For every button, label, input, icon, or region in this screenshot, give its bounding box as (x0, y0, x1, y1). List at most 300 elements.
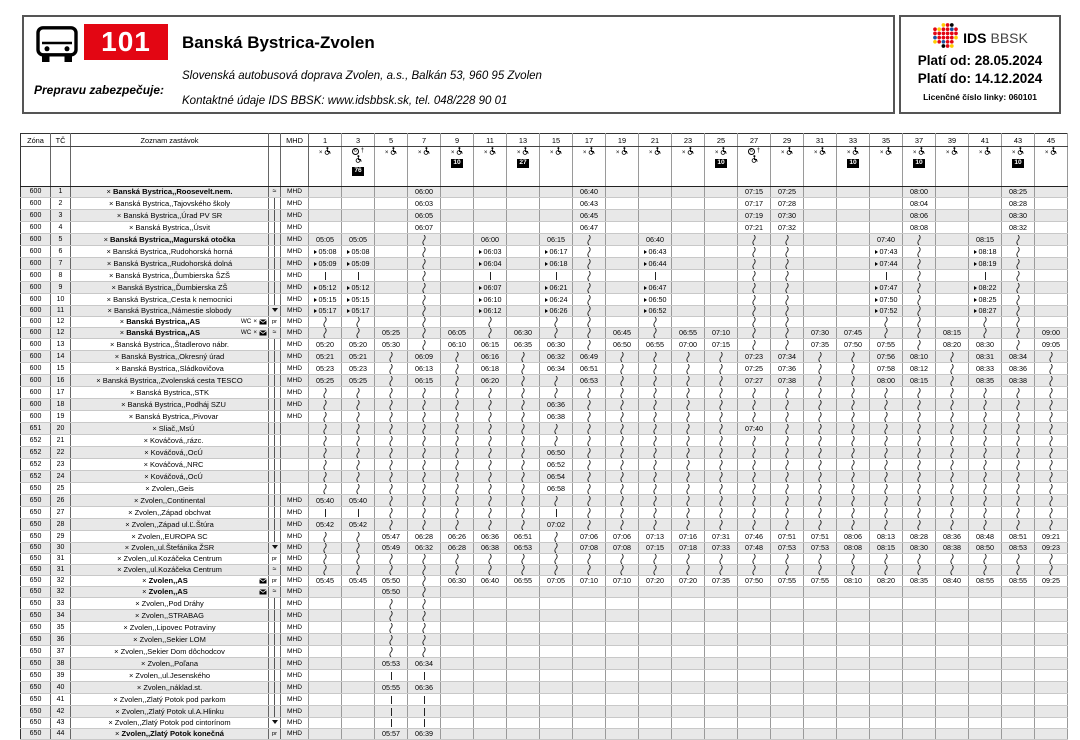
time-cell (936, 447, 969, 459)
stop-name-cell: × Banská Bystrica,,Tajovského školy (71, 198, 269, 210)
wavy-bypass-icon (783, 508, 791, 518)
time-cell (375, 447, 408, 459)
wavy-bypass-icon (915, 460, 923, 470)
time-cell (1035, 317, 1068, 328)
time-cell (639, 423, 672, 435)
trip-note-badge: 27 (519, 159, 527, 166)
time-cell (408, 459, 441, 471)
wavy-bypass-icon (882, 424, 890, 434)
mhd-cell: MHD (281, 387, 309, 399)
wavy-bypass-icon (1047, 554, 1055, 564)
page-title: Banská Bystrica-Zvolen (182, 33, 375, 52)
time-cell (474, 658, 507, 670)
time-cell: 07:50 (738, 576, 771, 587)
wavy-bypass-icon (915, 259, 923, 269)
time-cell (606, 375, 639, 387)
time-cell (1035, 351, 1068, 363)
time-cell (441, 483, 474, 495)
time-cell (936, 399, 969, 411)
tc-cell: 26 (51, 495, 71, 507)
time-cell: 08:25 (1002, 187, 1035, 198)
zone-cell: 600 (21, 222, 51, 234)
time-cell (738, 471, 771, 483)
wavy-bypass-icon (849, 412, 857, 422)
time-cell (903, 670, 936, 682)
time-cell (474, 682, 507, 694)
tc-cell: 1 (51, 187, 71, 198)
time-cell: 07:00 (672, 339, 705, 351)
time-cell (408, 471, 441, 483)
time-cell: 08:15 (903, 375, 936, 387)
stop-name-cell: × Zvolen,,Pod Dráhy (71, 598, 269, 610)
col-header-stops: Zoznam zastávok (71, 134, 269, 147)
wavy-bypass-icon (684, 460, 692, 470)
time-cell (540, 543, 573, 554)
wavy-bypass-icon (1047, 520, 1055, 530)
time-cell: 07:10 (705, 328, 738, 339)
time-cell (573, 423, 606, 435)
wheelchair-icon (489, 147, 496, 155)
wavy-bypass-icon (915, 271, 923, 281)
time-cell (1035, 634, 1068, 646)
stop-row (21, 222, 1068, 234)
time-cell: 06:52 (639, 306, 672, 317)
mhd-cell: MHD (281, 634, 309, 646)
wavy-bypass-icon (948, 352, 956, 362)
zone-cell: 600 (21, 270, 51, 282)
wavy-bypass-icon (651, 352, 659, 362)
wavy-bypass-icon (354, 400, 362, 410)
stop-row (21, 646, 1068, 658)
wavy-bypass-icon (486, 448, 494, 458)
zone-cell: 650 (21, 495, 51, 507)
trip-number: 35 (870, 134, 903, 147)
time-cell (804, 294, 837, 306)
wavy-bypass-icon (1047, 400, 1055, 410)
wavy-bypass-icon (354, 554, 362, 564)
wavy-bypass-icon (420, 565, 428, 575)
time-cell (771, 447, 804, 459)
time-cell (1002, 306, 1035, 317)
wavy-bypass-icon (816, 448, 824, 458)
request-stop-icon (974, 262, 977, 266)
time-cell (705, 317, 738, 328)
time-cell (507, 375, 540, 387)
trip-number: 3 (342, 134, 375, 147)
wavy-bypass-icon (651, 496, 659, 506)
wavy-bypass-icon (486, 484, 494, 494)
time-cell: 06:45 (573, 210, 606, 222)
time-cell (606, 363, 639, 375)
time-cell (1035, 483, 1068, 495)
time-cell (903, 718, 936, 729)
tc-cell: 25 (51, 483, 71, 495)
wavy-bypass-icon (420, 235, 428, 245)
wavy-bypass-icon (816, 484, 824, 494)
operator-line1: Slovenská autobusová doprava Zvolen, a.s., Balkán 53, 960 95 Zvolen (182, 70, 542, 82)
zone-cell: 650 (21, 694, 51, 706)
time-cell (474, 411, 507, 423)
wavy-bypass-icon (618, 460, 626, 470)
time-cell: 08:30 (903, 543, 936, 554)
time-cell (375, 282, 408, 294)
time-cell (309, 222, 342, 234)
time-cell (738, 294, 771, 306)
time-cell (1002, 317, 1035, 328)
wavy-bypass-icon (717, 436, 725, 446)
time-cell: 07:51 (771, 531, 804, 543)
time-cell: 07:52 (870, 306, 903, 317)
wavy-bypass-icon (981, 496, 989, 506)
time-cell (771, 459, 804, 471)
zone-cell: 650 (21, 565, 51, 576)
time-cell (639, 447, 672, 459)
time-cell (639, 222, 672, 234)
time-cell (738, 598, 771, 610)
route-mark-cell (269, 729, 281, 740)
time-cell (639, 495, 672, 507)
time-cell (804, 411, 837, 423)
time-cell (441, 435, 474, 447)
time-cell (375, 694, 408, 706)
time-cell (573, 694, 606, 706)
time-cell (771, 282, 804, 294)
time-cell (639, 565, 672, 576)
tc-cell: 21 (51, 435, 71, 447)
wavy-bypass-icon (981, 484, 989, 494)
route-mark-cell (269, 634, 281, 646)
time-cell (738, 507, 771, 519)
envelope-icon (259, 578, 267, 584)
time-cell (639, 375, 672, 387)
time-cell (441, 399, 474, 411)
tc-cell: 29 (51, 531, 71, 543)
tc-cell: 3 (51, 210, 71, 222)
trip-symbols (375, 147, 408, 187)
time-cell (540, 423, 573, 435)
wavy-bypass-icon (1014, 317, 1022, 327)
time-cell (804, 435, 837, 447)
time-cell (1002, 246, 1035, 258)
time-cell (1035, 198, 1068, 210)
time-cell: 07:30 (804, 328, 837, 339)
time-cell: 06:36 (540, 399, 573, 411)
time-cell: 05:42 (309, 519, 342, 531)
time-cell (309, 587, 342, 598)
time-cell (375, 622, 408, 634)
route-mark-cell (269, 423, 281, 435)
wavy-bypass-icon (486, 400, 494, 410)
time-cell: 06:09 (408, 351, 441, 363)
zone-cell: 600 (21, 234, 51, 246)
time-cell (837, 246, 870, 258)
mhd-cell: MHD (281, 670, 309, 682)
time-cell: 06:17 (540, 246, 573, 258)
time-cell: 07:32 (771, 222, 804, 234)
wavy-bypass-icon (849, 520, 857, 530)
time-cell (903, 587, 936, 598)
mhd-cell: MHD (281, 565, 309, 576)
tc-cell: 4 (51, 222, 71, 234)
trip-number: 43 (1002, 134, 1035, 147)
workday-icon: × (516, 149, 521, 156)
stop-row (21, 459, 1068, 471)
time-cell (1002, 507, 1035, 519)
time-cell (1002, 399, 1035, 411)
time-cell (969, 718, 1002, 729)
time-cell: 07:55 (771, 576, 804, 587)
col-header-mhd: MHD (281, 134, 309, 147)
time-cell (1035, 670, 1068, 682)
time-cell: 07:28 (771, 198, 804, 210)
time-cell (1035, 447, 1068, 459)
time-cell: 07:44 (870, 258, 903, 270)
tc-cell: 7 (51, 258, 71, 270)
time-cell (474, 519, 507, 531)
mhd-cell: MHD (281, 576, 309, 587)
wavy-bypass-icon (354, 424, 362, 434)
stop-name-cell: × Zvolen,,Sekier Dom dôchodcov (71, 646, 269, 658)
time-cell: 06:53 (507, 543, 540, 554)
wavy-bypass-icon (684, 364, 692, 374)
time-cell (1035, 387, 1068, 399)
wavy-bypass-icon (915, 247, 923, 257)
wavy-bypass-icon (750, 554, 758, 564)
wavy-bypass-icon (717, 388, 725, 398)
wavy-bypass-icon (915, 328, 923, 338)
workday-icon: × (582, 149, 587, 156)
time-cell (804, 670, 837, 682)
time-cell (804, 729, 837, 740)
stop-row (21, 507, 1068, 519)
wavy-bypass-icon (420, 623, 428, 633)
wavy-bypass-icon (816, 412, 824, 422)
wavy-bypass-icon (816, 460, 824, 470)
trip-note-badge: 10 (1014, 159, 1022, 166)
time-cell (441, 554, 474, 565)
time-cell (672, 706, 705, 718)
wavy-bypass-icon (420, 599, 428, 609)
time-cell (870, 587, 903, 598)
time-cell (804, 210, 837, 222)
tc-cell: 11 (51, 306, 71, 317)
time-cell (408, 306, 441, 317)
time-cell (705, 270, 738, 282)
time-cell (1002, 495, 1035, 507)
time-cell (837, 294, 870, 306)
time-cell (870, 598, 903, 610)
time-cell (672, 729, 705, 740)
wavy-bypass-icon (519, 448, 527, 458)
wavy-bypass-icon (453, 565, 461, 575)
time-cell: 06:36 (408, 682, 441, 694)
trip-symbols (639, 147, 672, 187)
time-cell (672, 507, 705, 519)
time-cell (1035, 507, 1068, 519)
time-cell: 06:58 (540, 483, 573, 495)
zone-cell: 600 (21, 294, 51, 306)
time-cell (771, 411, 804, 423)
time-cell (441, 587, 474, 598)
time-cell (804, 246, 837, 258)
wavy-bypass-icon (486, 424, 494, 434)
mhd-cell: MHD (281, 622, 309, 634)
time-cell (309, 565, 342, 576)
time-cell (1002, 483, 1035, 495)
wavy-bypass-icon (783, 328, 791, 338)
time-cell (1002, 598, 1035, 610)
time-cell: 06:15 (540, 234, 573, 246)
time-cell (936, 459, 969, 471)
wavy-bypass-icon (1014, 400, 1022, 410)
time-cell: 06:51 (507, 531, 540, 543)
stop-row (21, 531, 1068, 543)
time-cell (837, 423, 870, 435)
time-cell (1035, 375, 1068, 387)
zone-cell: 650 (21, 682, 51, 694)
time-cell: 08:53 (1002, 543, 1035, 554)
time-cell (705, 258, 738, 270)
direction-arrow-icon (272, 308, 278, 312)
time-cell: 05:55 (375, 682, 408, 694)
wavy-bypass-icon (651, 565, 659, 575)
no-stop-bar-icon (325, 509, 326, 517)
time-cell (573, 706, 606, 718)
time-cell (1002, 646, 1035, 658)
wavy-bypass-icon (321, 484, 329, 494)
time-cell (573, 339, 606, 351)
time-cell (408, 435, 441, 447)
time-cell (606, 317, 639, 328)
time-cell (408, 483, 441, 495)
stop-name-cell: × Banská Bystrica,,Zvolenská cesta TESCO (71, 375, 269, 387)
time-cell (804, 598, 837, 610)
time-cell: 06:18 (540, 258, 573, 270)
time-cell: 06:04 (474, 258, 507, 270)
time-cell (639, 670, 672, 682)
route-mark-cell (269, 328, 281, 339)
tc-cell: 39 (51, 670, 71, 682)
time-cell (606, 495, 639, 507)
time-cell (705, 459, 738, 471)
wavy-bypass-icon (651, 436, 659, 446)
time-cell: 06:30 (507, 328, 540, 339)
tc-cell: 12 (51, 317, 71, 328)
time-cell: 05:09 (342, 258, 375, 270)
wavy-bypass-icon (1014, 412, 1022, 422)
route-mark-cell (269, 187, 281, 198)
header-box (22, 15, 895, 114)
route-line (274, 246, 275, 257)
workday-icon: × (978, 149, 983, 156)
wavy-bypass-icon (684, 496, 692, 506)
zone-cell: 600 (21, 328, 51, 339)
wavy-bypass-icon (1014, 235, 1022, 245)
wavy-bypass-icon (816, 508, 824, 518)
arrival-mark: pr (271, 319, 278, 325)
route-line (274, 282, 275, 293)
wavy-bypass-icon (1014, 259, 1022, 269)
time-cell (936, 598, 969, 610)
time-cell (1035, 459, 1068, 471)
mhd-cell: MHD (281, 495, 309, 507)
wavy-bypass-icon (981, 328, 989, 338)
wavy-bypass-icon (486, 496, 494, 506)
wavy-bypass-icon (651, 554, 659, 564)
time-cell (771, 270, 804, 282)
mhd-cell: MHD (281, 658, 309, 670)
time-cell (441, 282, 474, 294)
wavy-bypass-icon (783, 565, 791, 575)
time-cell (1035, 658, 1068, 670)
time-cell: 08:34 (1002, 351, 1035, 363)
wavy-bypass-icon (1047, 436, 1055, 446)
time-cell: 08:19 (969, 258, 1002, 270)
time-cell (474, 187, 507, 198)
time-cell (903, 234, 936, 246)
time-cell (375, 258, 408, 270)
time-cell (705, 222, 738, 234)
time-cell (804, 447, 837, 459)
route-line (274, 234, 275, 245)
wavy-bypass-icon (882, 484, 890, 494)
time-cell (342, 483, 375, 495)
time-cell (936, 435, 969, 447)
time-cell: 08:20 (936, 339, 969, 351)
wavy-bypass-icon (420, 259, 428, 269)
time-cell (342, 435, 375, 447)
wavy-bypass-icon (981, 424, 989, 434)
wavy-bypass-icon (618, 448, 626, 458)
time-cell (342, 543, 375, 554)
wavy-bypass-icon (354, 543, 362, 553)
mhd-cell: MHD (281, 234, 309, 246)
time-cell (837, 670, 870, 682)
tc-cell: 28 (51, 519, 71, 531)
wavy-bypass-icon (321, 532, 329, 542)
zone-cell: 600 (21, 306, 51, 317)
time-cell: 07:53 (804, 543, 837, 554)
wavy-bypass-icon (915, 283, 923, 293)
time-cell (309, 670, 342, 682)
trip-number: 15 (540, 134, 573, 147)
time-cell (936, 317, 969, 328)
wavy-bypass-icon (1014, 306, 1022, 316)
request-stop-icon (347, 262, 350, 266)
ids-bbsk-logo (932, 22, 959, 54)
tc-cell: 22 (51, 447, 71, 459)
time-cell (474, 495, 507, 507)
trip-symbols (441, 147, 474, 187)
mhd-cell (281, 471, 309, 483)
time-cell (903, 610, 936, 622)
trip-symbols (903, 147, 936, 187)
time-cell (738, 459, 771, 471)
time-cell: 05:15 (342, 294, 375, 306)
no-stop-bar-icon (424, 708, 425, 716)
time-cell (408, 423, 441, 435)
wavy-bypass-icon (585, 508, 593, 518)
time-cell (375, 507, 408, 519)
time-cell (441, 222, 474, 234)
stop-row (21, 210, 1068, 222)
time-cell (870, 187, 903, 198)
time-cell (1002, 610, 1035, 622)
time-cell (507, 423, 540, 435)
route-line (274, 270, 275, 281)
zone-cell: 650 (21, 706, 51, 718)
stop-row (21, 294, 1068, 306)
